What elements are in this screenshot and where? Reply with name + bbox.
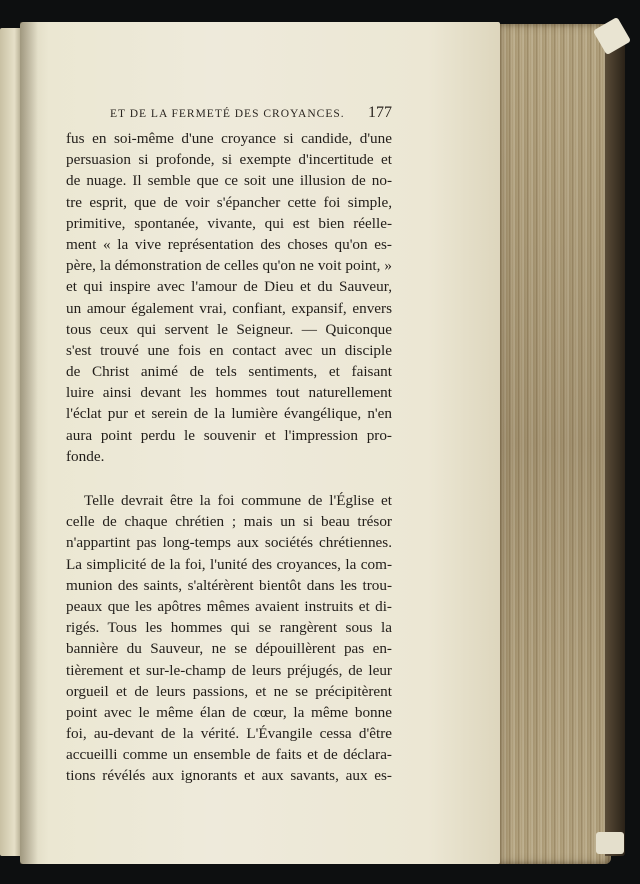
- text-line: Telle devrait être la foi commune de l'Église et: [84, 492, 392, 509]
- text-line: tous ceux qui servent le Seigneur. — Quiconque: [66, 320, 392, 338]
- text-line: père, la démonstration de celles qu'on ne voit point, »: [66, 257, 392, 275]
- paragraph: [66, 128, 392, 467]
- paragraph-gap: [66, 467, 392, 490]
- text-line: accueilli comme un ensemble de faits et de déclara-: [66, 746, 392, 764]
- text-line: aura point perdu le souvenir et l'impression pro-: [66, 426, 392, 444]
- book-cover-edge: [605, 28, 625, 856]
- text-line: La simplicité de la foi, l'unité des croyances, la com-: [66, 555, 392, 573]
- text-line: orgueil et de leurs passions, et ne se précipitèrent: [66, 682, 392, 700]
- paragraph: [66, 490, 392, 787]
- text-line: luire ainsi devant les hommes tout naturellement: [66, 384, 392, 402]
- text-line: celle de chaque chrétien ; mais un si beau trésor: [66, 513, 392, 531]
- bookmark-tab-bottom: [596, 832, 624, 854]
- body-text: [66, 128, 392, 787]
- text-line: tre esprit, que de voir s'épancher cette foi simple,: [66, 193, 392, 211]
- text-line: point avec le même élan de cœur, la même bonne: [66, 703, 392, 721]
- text-line: l'éclat pur et serein de la lumière évangélique, n'en: [66, 405, 392, 423]
- text-line: un amour également vrai, confiant, expansif, envers: [66, 299, 392, 317]
- text-line: tièrement et sur-le-champ de leurs préjugés, de leur: [66, 661, 392, 679]
- text-line: primitive, spontanée, vivante, qui est bien réelle-: [66, 214, 392, 232]
- text-line: tions révélés aux ignorants et aux savants, aux es-: [66, 767, 392, 785]
- text-line: persuasion si profonde, si exempte d'incertitude et: [66, 151, 392, 169]
- text-line: peaux que les apôtres mêmes avaient instruits et di-: [66, 597, 392, 615]
- text-line: ment « la vive représentation des choses qu'on es-: [66, 235, 392, 253]
- page-number: 177: [368, 104, 392, 121]
- text-line: munion des saints, s'altérèrent bientôt dans les trou-: [66, 576, 392, 594]
- page-header: [70, 104, 392, 126]
- text-line: foi, au-devant de la vérité. L'Évangile cessa d'être: [66, 725, 392, 743]
- text-line: fus en soi-même d'une croyance si candide, d'une: [66, 130, 392, 147]
- page-block-edges: [493, 24, 611, 864]
- text-line: n'appartint pas long-temps aux sociétés chrétiennes.: [66, 534, 392, 552]
- text-line: et qui inspire avec l'amour de Dieu et du Sauveur,: [66, 278, 392, 296]
- running-head: ET DE LA FERMETÉ DES CROYANCES.: [110, 108, 345, 120]
- text-line: fonde.: [66, 447, 105, 465]
- text-line: s'est trouvé une fois en contact avec un disciple: [66, 341, 392, 359]
- text-line: de Christ animé de tels sentiments, et faisant: [66, 363, 392, 381]
- gutter-shadow: [20, 22, 38, 864]
- text-line: bannière du Sauveur, ne se dépouillèrent pas en-: [66, 640, 392, 658]
- text-line: de nuage. Il semble que ce soit une illusion de no-: [66, 172, 392, 190]
- text-line: rigés. Tous les hommes qui se rangèrent sous la: [66, 619, 392, 637]
